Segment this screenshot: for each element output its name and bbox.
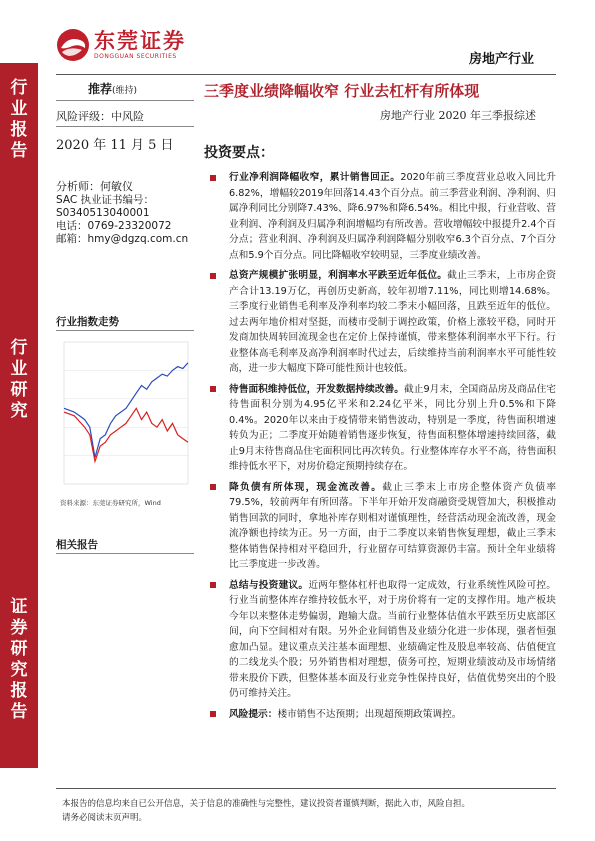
brand-name-en: DONGGUAN SECURITIES: [94, 53, 177, 60]
sidebar-char: 业: [10, 359, 28, 379]
risk-rating: 风险评级：中风险: [56, 110, 144, 123]
brand-logo-icon: [56, 28, 90, 62]
bullet-square-icon: [210, 484, 216, 490]
sidebar-label-securities-report: [0, 597, 38, 723]
report-subtitle: 房地产行业 2020 年三季报综述: [380, 109, 536, 122]
sidebar-char: 证: [10, 597, 28, 617]
series-line-0: [64, 363, 188, 458]
left-divider: [56, 553, 194, 554]
sidebar-char: 研: [10, 639, 28, 659]
left-divider: [56, 100, 194, 101]
sidebar-char: 研: [10, 380, 28, 400]
report-title: 三季度业绩降幅收窄 行业去杠杆有所体现: [204, 82, 480, 100]
sidebar-char: 行: [10, 338, 28, 358]
highlight-text: 2020年前三季度营业总收入同比升6.82%，增幅较2019年回落14.43个百分点。前三季营业利润、净利润、归属净利同比分别降7.43%、降6.97%和降6.54%。相比中报，行业营收、营业利润、净利润及归属净利润增幅均有所改善。营收增幅较中报提升2.4个百分点；营业利润、净利润及归属净利润降幅分别收窄6.3个百分点、7个百分点和5.9个百分点。同比降幅收窄较明显，三季度业绩改善。: [229, 172, 556, 261]
brand-logo: [56, 28, 186, 62]
sidebar-char: 究: [10, 660, 28, 680]
sidebar-char: 行: [10, 78, 28, 98]
highlight-text: 楼市销售不达预期；出现超预期政策调控。: [277, 708, 462, 720]
sidebar-char: 业: [10, 99, 28, 119]
highlight-text: 截止三季末上市房企整体资产负债率79.5%，较前两年有所回落。下半年开始开发商融资受规管加大，积极推动销售回款的同时，拿地补库存则相对谨慎理性，经营活动现金流改善，现金流净额也持续为正。另一方面，由于二季度以来销售恢复理想，截止三季末整体销售保持相对平稳回升，行业留存可结算资源仍丰富。预计全年业绩将比三季度进一步改善。: [229, 481, 557, 570]
highlight-item: [204, 382, 556, 475]
highlight-lead: 降负债有所体现，现金流改善。: [229, 481, 383, 493]
bullet-square-icon: [210, 175, 216, 181]
highlight-text: 截止三季末，上市房企资产合计13.19万亿，再创历史新高，较年初增7.11%，同比则增14.68%。三季度行业销售毛利率及净利率均较二季末小幅回落，且跌至近年的低位。过去两年地价相对坚挺，而楼市受制于调控政策，价格上涨较平稳，同时开发商加快周转回流现金也在定价上保持谨慎，带来整体利润率水平下行。行业整体高毛利率及高净利润率时代过去，后续维持当前利润率水平可能性较高，进一步大幅度下降可能性预计也较低。: [229, 270, 557, 374]
highlight-item: [204, 578, 556, 702]
disclaimer-text: 本报告的信息均来自已公开信息，关于信息的准确性与完整性，建议投资者谨慎判断，据此入市，风险自担。: [62, 799, 471, 809]
highlight-item: [204, 707, 556, 723]
highlight-lead: 风险提示：: [229, 708, 278, 720]
highlight-lead: 待售面积维持低位，开发数据持续改善。: [229, 383, 404, 395]
analyst-email[interactable]: 邮箱：hmy@dgzq.com.cn: [56, 233, 189, 245]
sidebar-char: 报: [10, 681, 28, 701]
sidebar-char: 究: [10, 401, 28, 421]
left-divider: [56, 330, 194, 331]
analyst-name: 分析师：何敏仪: [56, 180, 133, 193]
sidebar-label-industry-report: [0, 78, 38, 162]
bullet-square-icon: [210, 582, 216, 588]
left-divider: [56, 126, 194, 127]
highlight-lead: 总结与投资建议。: [229, 579, 309, 591]
highlight-text: 近两年整体杠杆也取得一定成效，行业系统性风险可控。行业当前整体库存维持较低水平，对于房价将有一定的支撑作用。地产板块今年以来整体走势偏弱，跑输大盘。当前行业整体估值水平跌至历史底部区间，向下空间相对有限。另外企业间销售及业绩分化进一步体现，强者恒强愈加凸显。建议重点关注基本面理想、业绩确定性及股息率较高、估值便宜的二线龙头个股；另外销售相对理想，债务可控，短期业绩波动及市场情绪带来股价下跌，但整体基本面及行业竞争性保持良好，估值优势突出的个股仍可维持关注。: [229, 579, 556, 699]
sidebar-char: 告: [10, 141, 28, 161]
disclaimer-note: 请务必阅读末页声明。: [62, 813, 148, 823]
rating-note: (维持): [112, 86, 138, 96]
analyst-info: [56, 180, 188, 246]
sidebar-char: 报: [10, 120, 28, 140]
license-number: S0340513040001: [56, 207, 150, 219]
industry-index-chart: [60, 334, 194, 496]
series-line-1: [64, 408, 188, 461]
bullet-square-icon: [210, 386, 216, 392]
bullet-square-icon: [210, 711, 216, 717]
rating-value: 推荐: [88, 82, 113, 96]
investment-highlights-heading: 投资要点：: [204, 145, 274, 161]
industry-tag: 房地产行业: [469, 52, 535, 67]
report-date: 2020 年 11 月 5 日: [56, 138, 174, 153]
sidebar-char: 告: [10, 702, 28, 722]
highlight-item: [204, 170, 556, 263]
highlight-lead: 行业净利润降幅收窄，累计销售回正。: [229, 172, 401, 183]
bullet-square-icon: [210, 273, 216, 279]
trend-chart-source: 资料来源：东莞证券研究所，Wind: [60, 499, 161, 507]
brand-name-cn: 东莞证券: [94, 28, 186, 53]
trend-chart-title: 行业指数走势: [56, 316, 119, 328]
highlight-lead: 总资产规模扩张明显，利润率水平跌至近年低位。: [229, 270, 448, 281]
related-reports-title: 相关报告: [56, 539, 98, 551]
sidebar-label-industry-research: [0, 338, 38, 422]
highlight-text: 截止9月末，全国商品房及商品住宅待售面积分别为4.95亿平米和2.24亿平米，同比分别上升0.5%和下降0.4%。2020年以来由于疫情带来销售波动，特别是一季度，待售面积增速转负为正；二季度开始随着销售逐步恢复，待售面积整体增速持续回落，截止9月末待售商品住宅面积同比再次转负。行业整体库存水平不高，待售面积维持低水平下，对房价稳定预期持续存在。: [229, 383, 556, 472]
highlight-item: [204, 480, 556, 573]
analyst-phone: 电话：0769-23320072: [56, 220, 172, 232]
license-label: SAC 执业证书编号：: [56, 194, 155, 206]
highlights-list: [204, 170, 556, 727]
footer: [62, 797, 470, 825]
footer-divider: [56, 788, 556, 789]
highlight-item: [204, 268, 556, 377]
chart-frame: [64, 342, 188, 484]
sidebar-char: 券: [10, 618, 28, 638]
rating: [88, 80, 137, 97]
header-divider: [56, 74, 556, 75]
